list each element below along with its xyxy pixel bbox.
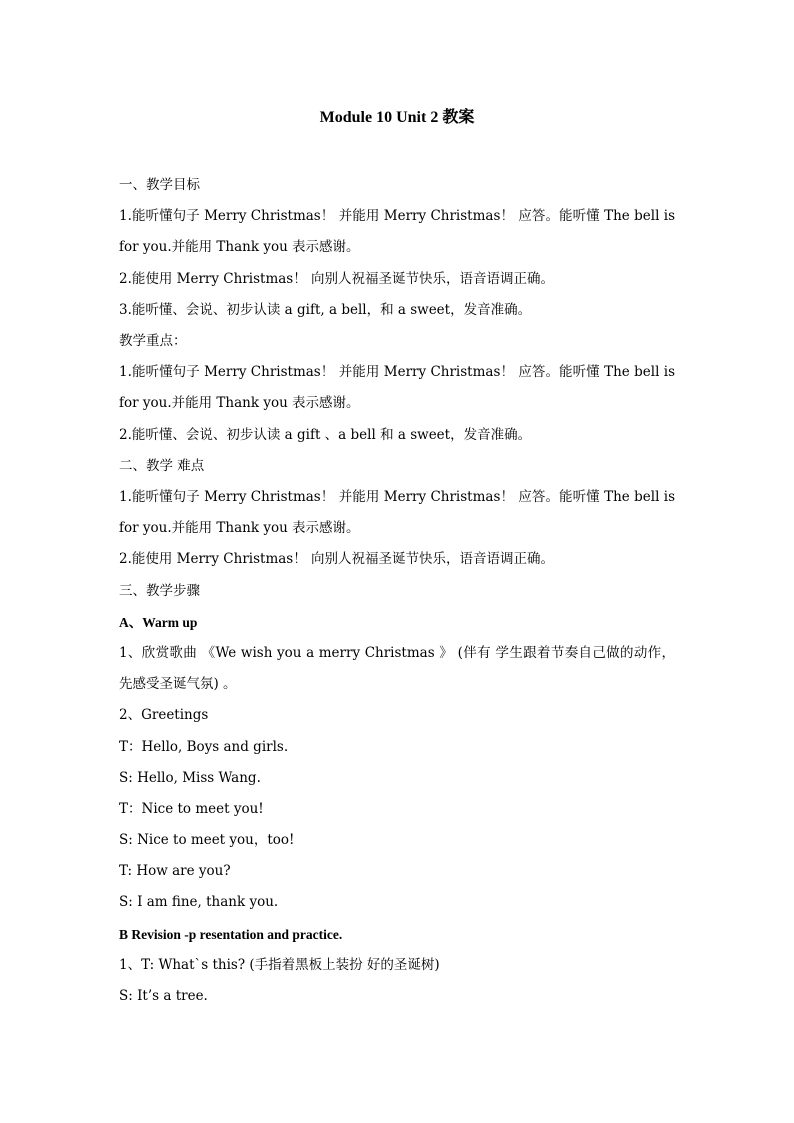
step-heading-revision: B Revision -p resentation and practice. [119,926,343,942]
document-body [119,170,675,1012]
key-point-item-1: 1.能听懂句子 Merry Christmas！ 并能用 Merry Christmas！ 应答。能听懂 The bell is for you.并能用 Thank you 表示感谢。 [119,364,675,412]
step-item-greetings: 2、Greetings [119,707,209,724]
page-title: Module 10 Unit 2 教案 [319,109,475,126]
section-heading-objectives: 一、教学目标 [119,177,200,193]
dialogue-line: S: Hello, Miss Wang. [119,769,261,786]
dialogue-line: T：Nice to meet you! [119,800,264,817]
difficulty-item-1: 1.能听懂句子 Merry Christmas！ 并能用 Merry Christmas！ 应答。能听懂 The bell is for you.并能用 Thank you 表示感谢。 [119,488,675,537]
objective-item-2: 2.能使用 Merry Christmas！ 向别人祝福圣诞节快乐，语音语调正确。 [119,270,555,287]
dialogue-line: S: Nice to meet you，too! [119,832,295,849]
section-heading-key-points: 教学重点： [119,332,187,349]
section-heading-steps: 三、教学步骤 [119,582,200,599]
step-item-song: 1、欣赏歌曲 《We wish you a merry Christmas 》 (伴有 学生跟着节奏自己做的动作，先感受圣诞气氛) 。 [119,644,675,693]
objective-item-3: 3.能听懂、会说、初步认读 a gift, a bell，和 a sweet，发音准确。 [119,301,532,318]
difficulty-item-2: 2.能使用 Merry Christmas！ 向别人祝福圣诞节快乐，语音语调正确。 [119,551,555,568]
section-heading-difficulties: 二、教学 难点 [119,457,205,474]
step-heading-warm-up: A、Warm up [119,614,198,630]
dialogue-line: T：Hello, Boys and girls. [119,738,289,755]
objective-item-1: 1.能听懂句子 Merry Christmas！ 并能用 Merry Christmas！ 应答。能听懂 The bell is for you.并能用 Thank you 表示感谢。 [119,208,675,256]
key-point-item-2: 2.能听懂、会说、初步认读 a gift 、a bell 和 a sweet，发音准确。 [119,426,532,443]
dialogue-line: 1、T: What`s this? (手指着黑板上装扮 好的圣诞树) [119,956,440,973]
dialogue-line: S: It’s a tree. [119,988,208,1004]
dialogue-line: S: I am fine, thank you. [119,894,279,911]
dialogue-line: T: How are you? [119,863,231,880]
